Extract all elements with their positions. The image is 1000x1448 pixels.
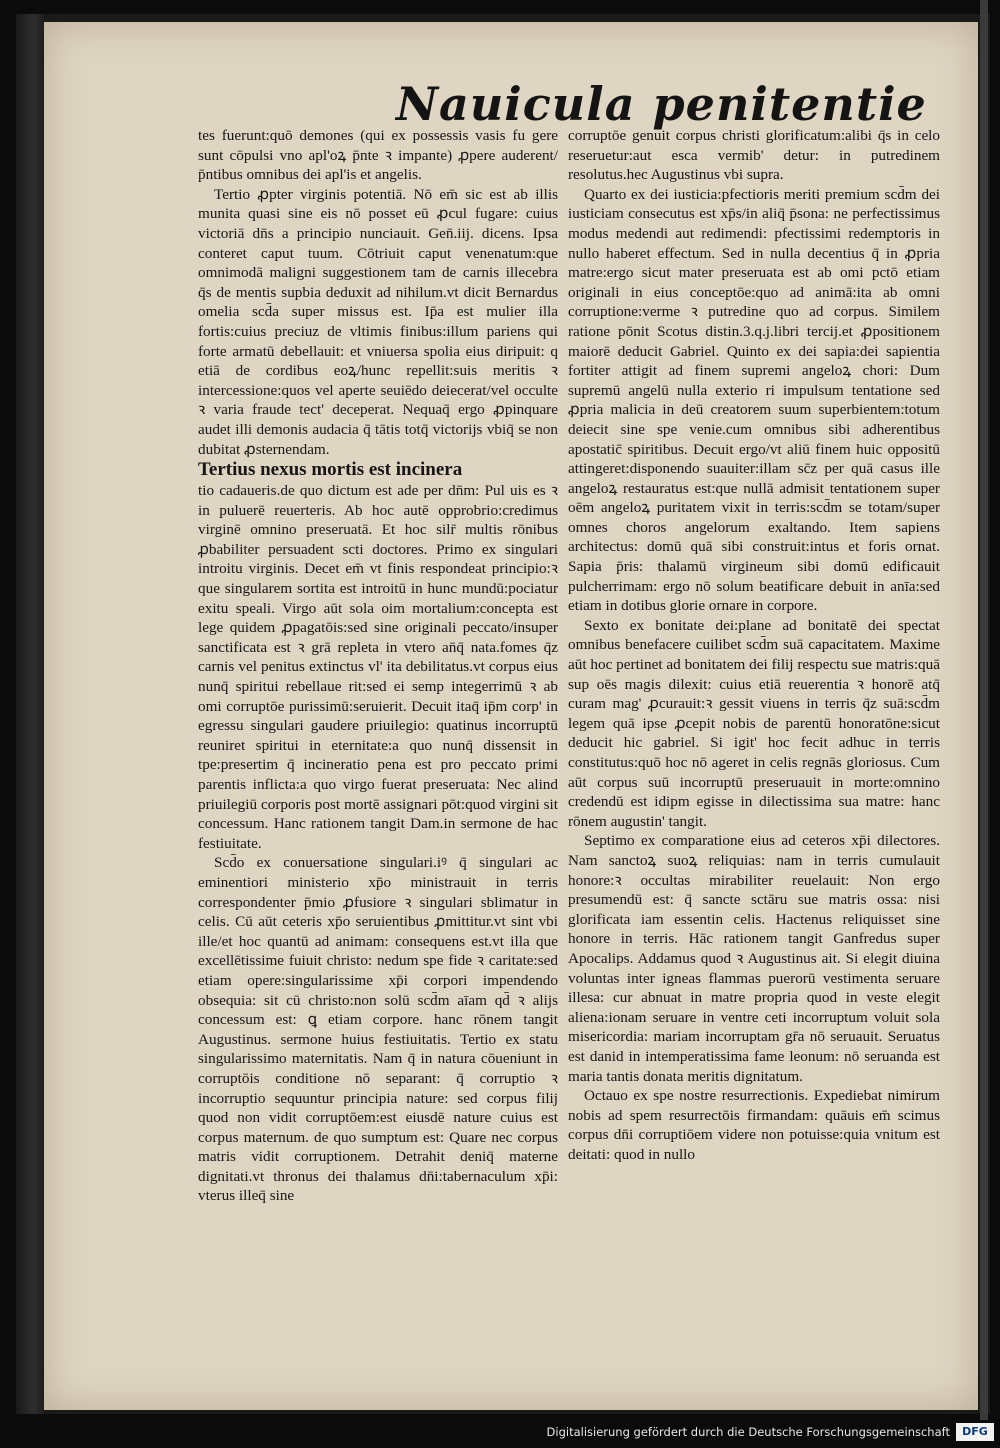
right-paragraph-3: Sexto ex bonitate dei:plane ad bonitatē dei spectat omnibus benefacere cuilibet scd̄m suā capacitatem. Maxime aūt hoc pertinet ad bonitatem dei filij respectu sue matris:quā sup oēs magis dilexit: cuius etiā reuerentia ꝛ honorē atq̄ curam mag' ꝓcurauit:ꝛ gessit viuens in terris q̄z suā:scd̄m legem quā ipse ꝓcepit nobis de parentū honoratōne:sicut deducit hic gabriel. Si igit' hoc fecit adhuc in terris constitutus:quō hoc nō ageret in celis regnās gloriosus. Cum aūt corpus suū incorruptū preseruauit in morte:omnino credendū est idipm egisse in dilectissima sua matre: hanc rōnem augustin' tangit.	[568, 616, 940, 830]
left-heading-nexus: Tertius nexus mortis est incinera	[198, 459, 463, 481]
right-paragraph-5: Octauo ex spe nostre resurrectionis. Expediebat nimirum nobis ad spem resurrectōis firmandam: quāuis em̄ scimus corpus dn̄i corruptiōem videre non potuisse:quia vnitum est deitati: quod in nullo	[568, 1087, 940, 1163]
running-title: Nauicula penitentie	[396, 77, 927, 131]
right-paragraph-4: Septimo ex comparatione eius ad ceteros xp̄i dilectores. Nam sanctoꝝ suoꝝ reliquias: nam in terris cumulauit honore:ꝛ occultas mirabiliter reuelauit: Non ergo presumendū est: q̄ sancte sctāru sue matris ossa: nisi glorificata iam essentin celis. Hactenus reliquisset sine honore in terris. Hāc rationem tangit Ganfredus super Apocalips. Addamus quod ꝛ Augustinus ait. Si elegit diuina voluntas inter igneas flammas puerorū vestimenta seruare illesa: cur abnuat in matre propria quod in veste elegit aliena:ionam seruare in ventre ceti incorruptum voluit sola misericordia: mariam incorruptam gr̄a nō seruauit. Seruatus est danid in intemperatissima fame leonum: nō seruanda est maria tantis donata meritis dignitatum.	[568, 832, 940, 1085]
funding-notice: Digitalisierung gefördert durch die Deutsche Forschungsgemeinschaft	[546, 1425, 950, 1439]
scan-edge	[980, 0, 988, 1420]
left-paragraph-2: Tertio ꝓpter virginis potentiā. Nō em̄ sic est ab illis munita quasi sine eis nō posset eū ꝓcul fugare: cuius victoriā dn̄s a principio nunciauit. Gen̄.iij. dicens. Ipsa conteret caput tuum. Cōtriuit caput venenatum:que omnimodā maligni suggestionem tam de carnis illecebra q̄s de mentis supbia deduxit ad nihilum.vt dicit Bernardus omelia scd̄a super missus est. Ip̄a est mulier illa fortis:cuius preciuz de vltimis finibus:illum pariens qui forte armatū debellauit: et vniuersa spolia eius diripuit: q etiā de cordibus eoꝝ/hunc repellit:suis meritis ꝛ intercessione:quos vel aperte seuiēdo deiecerat/vel occulte ꝛ varia fraude tect' deceperat. Nequaq̄ ergo ꝓpinquare audet illi demonis audacia q̄ tātis totq̄ victorijs vbiq̄ se non dubitat ꝓsternendam.	[198, 185, 558, 458]
left-paragraph-4: Scd̄o ex conuersatione singulari.iꝰ q̄ singulari ac eminentiori ministerio xp̄o ministrauit in terris correspondenter p̄mio ꝓfusiore ꝛ singulari sblimatur in celis. Cū aūt ceteris xp̄o seruientibus ꝓmittitur.vt sint vbi ille/et hoc quantū ad animam: consequens est.vt illa que excellētissime fuiuit christo: nedum spe fide ꝛ caritate:sed etiam opere:singularissime xp̄i corpori impendendo obsequia: sit cū christo:non solū scd̄m aīam qd̄ ꝛ alijs concessum est: ꝗ etiam corpore. hanc rōnem tangit Augustinus. sermone huius festiuitatis. Tertio ex statu singularissimo maternitatis. Nam q̄ in natura cōueniunt in corruptōis conditione nō separant: q̄ corruptio ꝛ incorruptio sequuntur principia nature: sed corpus filij quod non vidit corruptōem:est eiusdē nature cuius est corpus maternum. de quo sumptum est: Quare nec corpus matris vidit corruptionem. Detrahit deniq̄ materne dignitati.vt thronus dei thalamus dn̄i:tabernaculum xp̄i: vterus illeq̄ sine	[198, 854, 558, 1205]
dfg-logo: DFG	[956, 1423, 994, 1441]
left-paragraph-3: tio cadaueris.de quo dictum est ade per dn̄m: Pul uis es ꝛ in puluerē reuerteris. Ab hoc autē opprobrio:credimus virginē omnino preseruatā. Et hoc silr̄ multis rōnibus ꝓbabiliter persuadent scti doctores. Primo ex singulari introitu virginis. Decet em̄ vt finis respondeat principio:ꝛ que singularem sortita est introitū in hunc mundū:pociatur exitu speali. Virgo aūt sola oim mortalium:concepta est lege quidem ꝓpagatōis:sed sine originali peccato/insuper sanctificata est ꝛ grā repleta in vtero an̄q̄ nata.fomes q̄z carnis vel penitus extinctus vl' ita debilitatus.vt corpus eius nunq̄ spiritui rebellaue rit:sed ei semp integerrimū ꝛ ab omi corruptōe purissimū:seruierit. Decuit itaq̄ ip̄m corp' in egressu singulari gaudere priuilegio: quatinus incorruptū reuniret spiritui in eternitate:a quo nunq̄ dissensit in tpe:presertim q̄ incineratio pena est pro peccato primi parentis inflicta:a quo virgo fuerat preseruata: Nec alind priuilegiū corporis post mortē assignari pōt:quod virgini sit concessum. Hanc rationem tangit Dam.in sermone de hac festiuitate.	[198, 482, 558, 852]
left-paragraph-1: tes fuerunt:quō demones (qui ex possessis vasis fu gere sunt cōpulsi vno apl'oꝝ p̄nte ꝛ impante) ꝓpere auderent/ p̄ntibus omnibus dei apl'is et angelis.	[198, 127, 558, 184]
right-paragraph-1: corruptōe genuit corpus christi glorificatum:alibi q̄s in celo reseruetur:aut esca vermib' detur: in putredinem resolutus.hec Augustinus vbi supra.	[568, 127, 940, 184]
right-paragraph-2: Quarto ex dei iusticia:pfectioris meriti premium scd̄m dei iusticiam consecutus est xp̄s/in aliq̄ p̄sona: ne perfectissimus modus medendi aut redimendi: pfectissimi redemptoris in nullo haberet effectum. Sed in nulla decentius q̄ in ꝓpria matre:ergo sicut mater preseruata est ab omi pctō etiam originali in eius conceptōe:quo ad animā:ita ab omni corruptione:verme ꝛ putredine quo ad corpus. Similem ratione pōnit Scotus distin.3.q.j.libri tercij.et ꝓpositionem maiorē deducit Gabriel. Quinto ex dei sapia:dei sapientia fortiter attigit ad finem supremi angeloꝝ chori: Dum supremū angelū nulla exterio ri impulsum tentatione sed ꝓpria malicia in deū creatorem suum superbientem:totum deiecit sine spe venie.cum omnibus sibi adherentibus apostatic̄ spiritibus. Decuit ergo/vt aliū finem huic oppositū attingeret:disponendo suauiter:illam sc̄z per quā casus ille angeloꝝ restauratus est:que nullā admisit tentationem super oēm angeloꝝ puritatem vixit in terris:scd̄m se totam/super omnes choros angelorum exaltando. Item sapiens architectus: domū quā sibi construit:intus et foris ornat. Sapia p̄ris: thalamū virgineum sibi domū edificauit pulcherrimam: ergo nō solum beatificare debuit in anīa:sed etiam in dotibus glorie ornare in corpore.	[568, 185, 940, 615]
left-column	[198, 126, 558, 1206]
right-column	[568, 126, 940, 1164]
